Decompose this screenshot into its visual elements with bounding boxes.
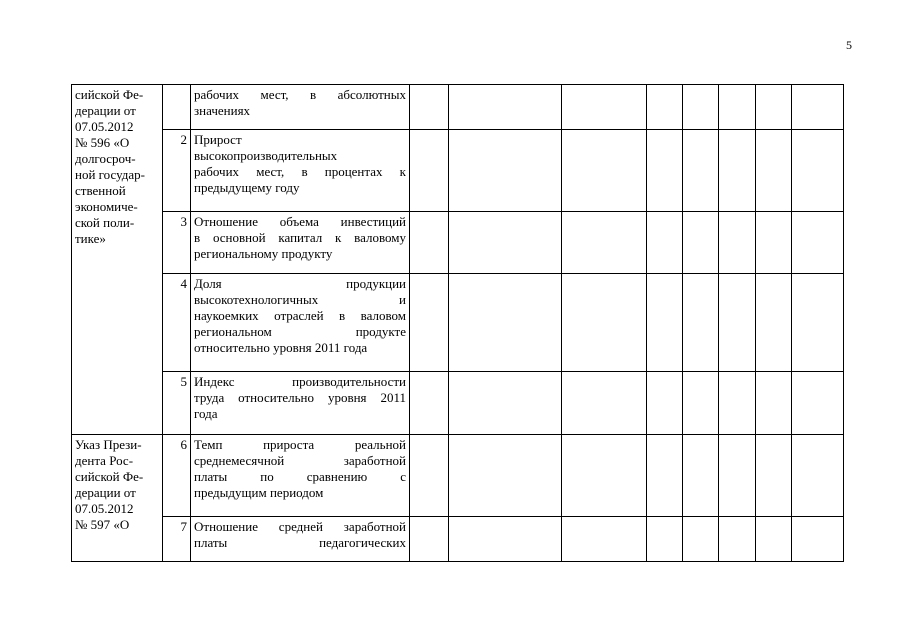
value-cell (719, 372, 756, 435)
value-cell (792, 517, 844, 562)
value-cell (449, 212, 562, 274)
value-cell (647, 85, 683, 130)
legal-basis-cell (72, 85, 163, 435)
value-cell (410, 517, 449, 562)
legal-basis-line: дента Рос- (75, 453, 134, 468)
value-cell (683, 372, 719, 435)
value-cell (647, 372, 683, 435)
legal-basis-line: сийской Фе- (75, 469, 144, 484)
value-cell (410, 130, 449, 212)
value-cell (410, 435, 449, 517)
value-cell (756, 130, 792, 212)
value-cell (792, 372, 844, 435)
value-cell (792, 130, 844, 212)
row-number: 4 (163, 274, 191, 372)
value-cell (647, 517, 683, 562)
value-cell (449, 372, 562, 435)
legal-basis-line: сийской Фе- (75, 87, 144, 102)
value-cell (756, 517, 792, 562)
legal-basis-cell (72, 435, 163, 562)
value-cell (449, 435, 562, 517)
value-cell (562, 274, 647, 372)
value-cell (792, 212, 844, 274)
value-cell (756, 435, 792, 517)
value-cell (562, 85, 647, 130)
legal-basis-line: № 596 «О (75, 135, 130, 150)
value-cell (562, 372, 647, 435)
value-cell (410, 85, 449, 130)
table-row (72, 130, 844, 212)
indicator-name: Отношение объема инвестиций в основной капитал к валовому региональному продукту (191, 212, 410, 274)
legal-basis-line: тике» (75, 231, 106, 246)
value-cell (410, 372, 449, 435)
value-cell (792, 85, 844, 130)
row-number: 5 (163, 372, 191, 435)
indicators-table (71, 84, 844, 562)
legal-basis-line: ской поли- (75, 215, 135, 230)
value-cell (683, 130, 719, 212)
value-cell (719, 435, 756, 517)
legal-basis-line: долгосроч- (75, 151, 136, 166)
row-number: 3 (163, 212, 191, 274)
legal-basis-line: Указ Прези- (75, 437, 142, 452)
value-cell (449, 130, 562, 212)
value-cell (756, 85, 792, 130)
row-number: 6 (163, 435, 191, 517)
value-cell (719, 274, 756, 372)
page-number: 5 (846, 38, 852, 52)
value-cell (562, 517, 647, 562)
table-row (72, 435, 844, 517)
value-cell (562, 435, 647, 517)
table-row (72, 517, 844, 562)
table-row (72, 85, 844, 130)
legal-basis-line: экономиче- (75, 199, 138, 214)
value-cell (683, 212, 719, 274)
value-cell (683, 435, 719, 517)
value-cell (683, 274, 719, 372)
value-cell (719, 212, 756, 274)
legal-basis-line: 07.05.2012 (75, 501, 134, 516)
value-cell (756, 274, 792, 372)
value-cell (562, 212, 647, 274)
indicator-name: Доля продукции высокотехнологичных и наукоемких отраслей в валовом региональном продукте относительно уровня 2011 года (191, 274, 410, 372)
legal-basis-line: ной государ- (75, 167, 145, 182)
value-cell (562, 130, 647, 212)
legal-basis-line: 07.05.2012 (75, 119, 134, 134)
value-cell (647, 435, 683, 517)
table-row (72, 274, 844, 372)
value-cell (647, 130, 683, 212)
value-cell (683, 517, 719, 562)
table-row (72, 372, 844, 435)
legal-basis-line: дерации от (75, 103, 136, 118)
value-cell (449, 85, 562, 130)
value-cell (756, 212, 792, 274)
row-number (163, 85, 191, 130)
value-cell (449, 274, 562, 372)
row-number: 7 (163, 517, 191, 562)
value-cell (719, 517, 756, 562)
value-cell (719, 85, 756, 130)
indicator-name: Отношение средней заработной платы педагогических (191, 517, 410, 562)
value-cell (683, 85, 719, 130)
legal-basis-line: ственной (75, 183, 126, 198)
indicator-name: Темп прироста реальной среднемесячной заработной платы по сравнению с предыдущим периодом (191, 435, 410, 517)
value-cell (756, 372, 792, 435)
value-cell (719, 130, 756, 212)
legal-basis-line: № 597 «О (75, 517, 130, 532)
legal-basis-line: дерации от (75, 485, 136, 500)
value-cell (792, 274, 844, 372)
indicator-name: Индекс производительности труда относительно уровня 2011 года (191, 372, 410, 435)
table-row (72, 212, 844, 274)
value-cell (449, 517, 562, 562)
indicator-name: рабочих мест, в абсолютных значениях (191, 85, 410, 130)
value-cell (410, 212, 449, 274)
row-number: 2 (163, 130, 191, 212)
value-cell (792, 435, 844, 517)
value-cell (410, 274, 449, 372)
indicator-name: Прирост высокопроизводительных рабочих мест, в процентах к предыдущему году (191, 130, 410, 212)
value-cell (647, 212, 683, 274)
value-cell (647, 274, 683, 372)
